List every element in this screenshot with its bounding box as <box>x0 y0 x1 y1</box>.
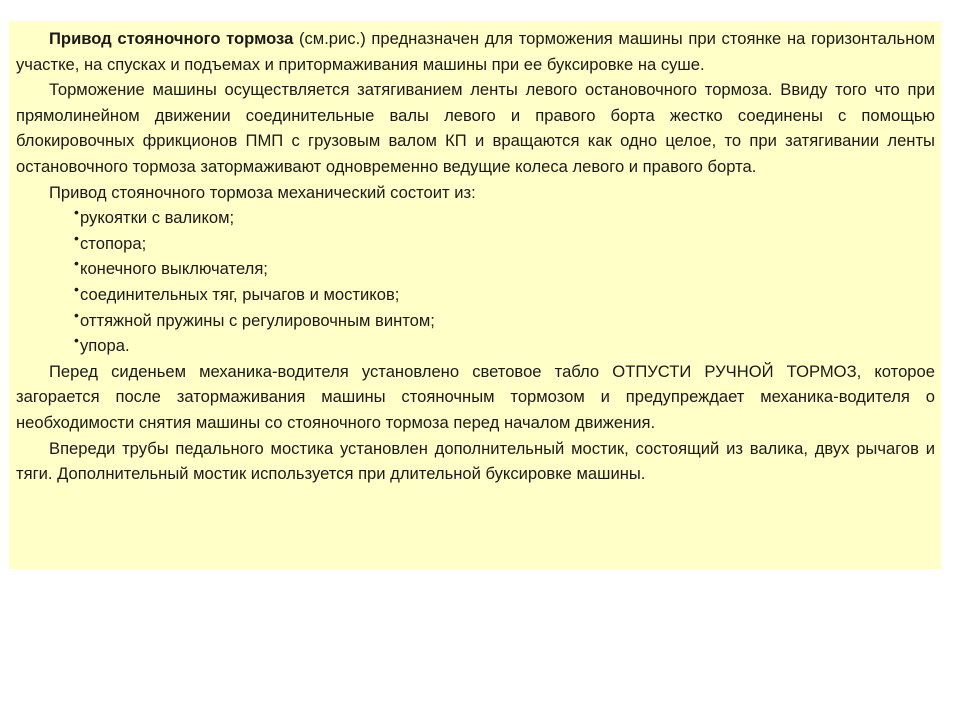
paragraph-purpose-text: (см.рис.) предназначен для торможения машины при стоянке на горизонтальном участке, на спусках и подъемах и притормаживания машины при ее буксировке на суше. <box>16 29 935 74</box>
list-item <box>75 256 935 282</box>
components-list <box>16 205 935 359</box>
list-item-text: рукоятки с валиком; <box>80 208 235 228</box>
bullet-icon: • <box>74 332 79 349</box>
list-item <box>75 308 935 334</box>
paragraph-braking: Торможение машины осуществляется затягиванием ленты левого остановочного тормоза. Ввиду того что при прямолинейном движении соединительные валы левого и правого борта жестко соединены с помощью блокировочных фрикционов ПМП с грузовым валом КП и вращаются как одно целое, то при затягивании ленты остановочного тормоза затормаживают одновременно ведущие колеса левого и правого борта. <box>16 80 935 176</box>
list-item-text: упора. <box>80 336 130 356</box>
bullet-icon: • <box>74 204 79 221</box>
paragraph-warning-panel: Перед сиденьем механика-водителя установлено световое табло ОТПУСТИ РУЧНОЙ ТОРМОЗ, которое загорается после затормаживания машины стояночным тормозом и предупреждает механика-водителя о необходимости снятия машины со стояночного тормоза перед началом движения. <box>16 361 935 432</box>
paragraph-composition: Привод стояночного тормоза механический состоит из: <box>49 182 476 202</box>
list-item-text: соединительных тяг, рычагов и мостиков; <box>80 284 400 304</box>
list-item-text: конечного выключателя; <box>80 259 268 279</box>
list-item-text: оттяжной пружины с регулировочным винтом; <box>80 310 435 330</box>
text-panel <box>9 21 941 569</box>
paragraph-extra-bridge: Впереди трубы педального мостика установлен дополнительный мостик, состоящий из валика, двух рычагов и тяги. Дополнительный мостик используется при длительной буксировке машины. <box>16 438 935 484</box>
bullet-icon: • <box>74 229 79 246</box>
list-item-text: стопора; <box>80 233 147 253</box>
list-item <box>75 333 935 359</box>
bullet-icon: • <box>74 280 79 297</box>
paragraph-lead-bold: Привод стояночного тормоза <box>49 29 294 48</box>
list-item <box>75 231 935 257</box>
bullet-icon: • <box>74 306 79 323</box>
list-item <box>75 282 935 308</box>
bullet-icon: • <box>74 255 79 272</box>
paragraph-purpose <box>16 26 935 77</box>
list-item <box>75 205 935 231</box>
